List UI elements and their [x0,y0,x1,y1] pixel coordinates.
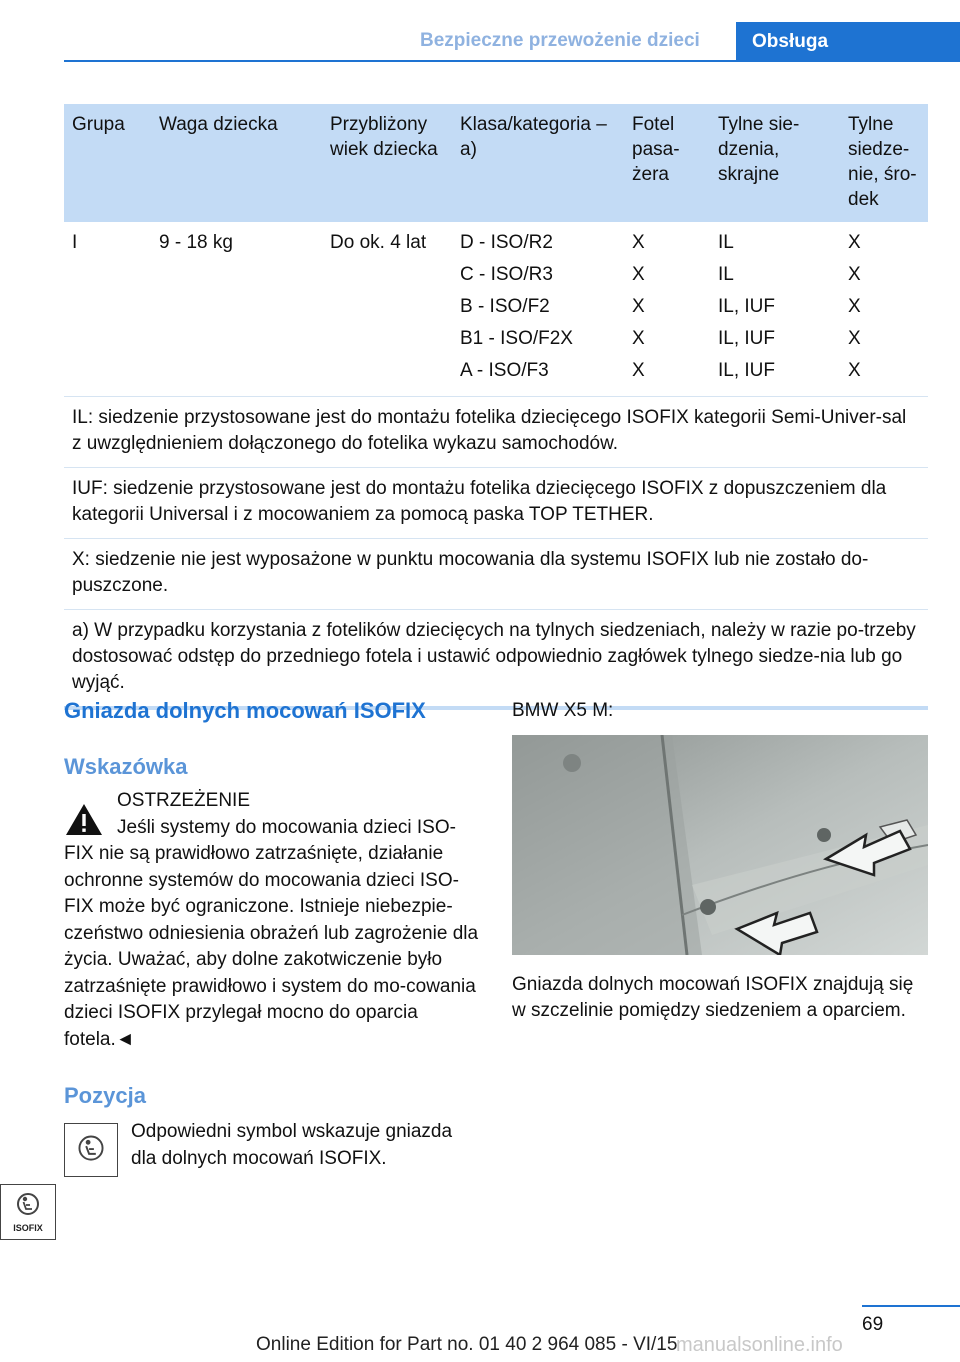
chapter-tab[interactable]: Obsługa [736,22,960,62]
position-description: Odpowiedni symbol wskazuje gniazda dla dolnych mocowań ISOFIX. [131,1121,453,1169]
passenger-value: X [632,328,645,349]
col-header-rear-outer: Tylne sie-dzenia, skrajne [710,104,840,222]
cell-age: Do ok. 4 lat [330,232,427,253]
isofix-label-icon [0,1184,56,1240]
isofix-icon-label: ISOFIX [13,1223,43,1233]
passenger-value: X [632,360,645,381]
model-label: BMW X5 M: [512,700,614,721]
rear-center-value: X [848,232,861,253]
class-value: A - ISO/F3 [460,360,549,381]
note-il: IL: siedzenie przystosowane jest do montażu fotelika dziecięcego ISOFIX kategorii Semi-Univer-sal z uwzględnieniem dołączonego do fotelika wykazu samochodów. [64,397,928,468]
table-row [64,222,928,397]
cell-classes [452,222,624,397]
table-note-row [64,468,928,539]
col-header-rear-center: Tylne siedze-nie, śro-dek [840,104,928,222]
cell-rear-outer [710,222,840,397]
section-title: Bezpieczne przewożenie dzieci [420,30,700,51]
section-heading: Gniazda dolnych mocowań ISOFIX [64,698,426,723]
rear-center-value: X [848,264,861,285]
warning-triangle-icon [64,802,104,838]
cell-rear-center [840,222,928,397]
col-header-weight: Waga dziecka [151,104,322,222]
subheading-position: Pozycja [64,1083,146,1108]
rear-center-value: X [848,296,861,317]
warning-block [64,788,484,1053]
col-header-passenger: Fotel pasa-żera [624,104,710,222]
edition-text: Online Edition for Part no. 01 40 2 964 085 - VI/15 [256,1334,678,1355]
rear-center-value: X [848,328,861,349]
note-iuf: IUF: siedzenie przystosowane jest do montażu fotelika dziecięcego ISOFIX z dopuszczeniem dla kategorii Universal i z mocowaniem za pomocą paska TOP TETHER. [64,468,928,539]
page-header [0,22,960,62]
warning-body: FIX nie są prawidłowo zatrzaśnięte, działanie ochronne systemów do mocowania dzieci ISO-FIX może być ograniczone. Istnieje niebezpie-czeństwo odniesienia obrażeń lub zagrożenie dla życia. Uważać, aby dolne zakotwiczenie było zatrzaśnięte prawidłowo i system do mo-cowania dzieci ISOFIX przylegał mocno do oparcia fotela.◄ [64,843,479,1050]
rear-outer-value: IL, IUF [718,296,776,317]
rear-outer-value: IL [718,264,734,285]
position-block [64,1119,484,1181]
isofix-anchor-icon [64,1123,118,1177]
right-column [512,698,928,1025]
note-a: a) W przypadku korzystania z fotelików dziecięcych na tylnych siedzeniach, należy w razie po-trzeby dostosować odstęp do przedniego fotela i ustawić odpowiednio zagłówek tylnego siedze-nia lub go wyjąć. [64,610,928,709]
col-header-class: Klasa/kategoria – a) [452,104,624,222]
photo-caption: Gniazda dolnych mocowań ISOFIX znajdują się w szczelinie pomiędzy siedzeniem a oparciem. [512,973,914,1021]
passenger-value: X [632,232,645,253]
seat-anchor-photo [512,735,928,955]
cell-weight: 9 - 18 kg [159,232,233,253]
col-header-age: Przybliżony wiek dziecka [322,104,452,222]
note-x: X: siedzenie nie jest wyposażone w punktu mocowania dla systemu ISOFIX lub nie zostało do-puszczone. [64,539,928,610]
footer-rule [862,1305,960,1307]
table-note-row [64,539,928,610]
rear-outer-value: IL, IUF [718,360,776,381]
table-note-row [64,610,928,709]
class-value: D - ISO/R2 [460,232,553,253]
subheading-note: Wskazówka [64,754,188,779]
class-value: C - ISO/R3 [460,264,553,285]
table-header-row [64,104,928,222]
warning-title: OSTRZEŻENIE [117,790,251,811]
isofix-table [64,104,928,710]
table-note-row [64,397,928,468]
passenger-value: X [632,264,645,285]
page-number: 69 [862,1314,884,1335]
header-rule [64,60,736,62]
watermark: manualsonline.info [676,1334,843,1356]
cell-group: I [72,232,78,253]
class-value: B - ISO/F2 [460,296,550,317]
warning-first-line: Jeśli systemy do mocowania dzieci ISO- [117,816,456,838]
left-column [64,698,484,1181]
class-value: B1 - ISO/F2X [460,328,573,349]
cell-passenger [624,222,710,397]
rear-outer-value: IL [718,232,734,253]
rear-outer-value: IL, IUF [718,328,776,349]
rear-center-value: X [848,360,861,381]
passenger-value: X [632,296,645,317]
col-header-group: Grupa [64,104,151,222]
